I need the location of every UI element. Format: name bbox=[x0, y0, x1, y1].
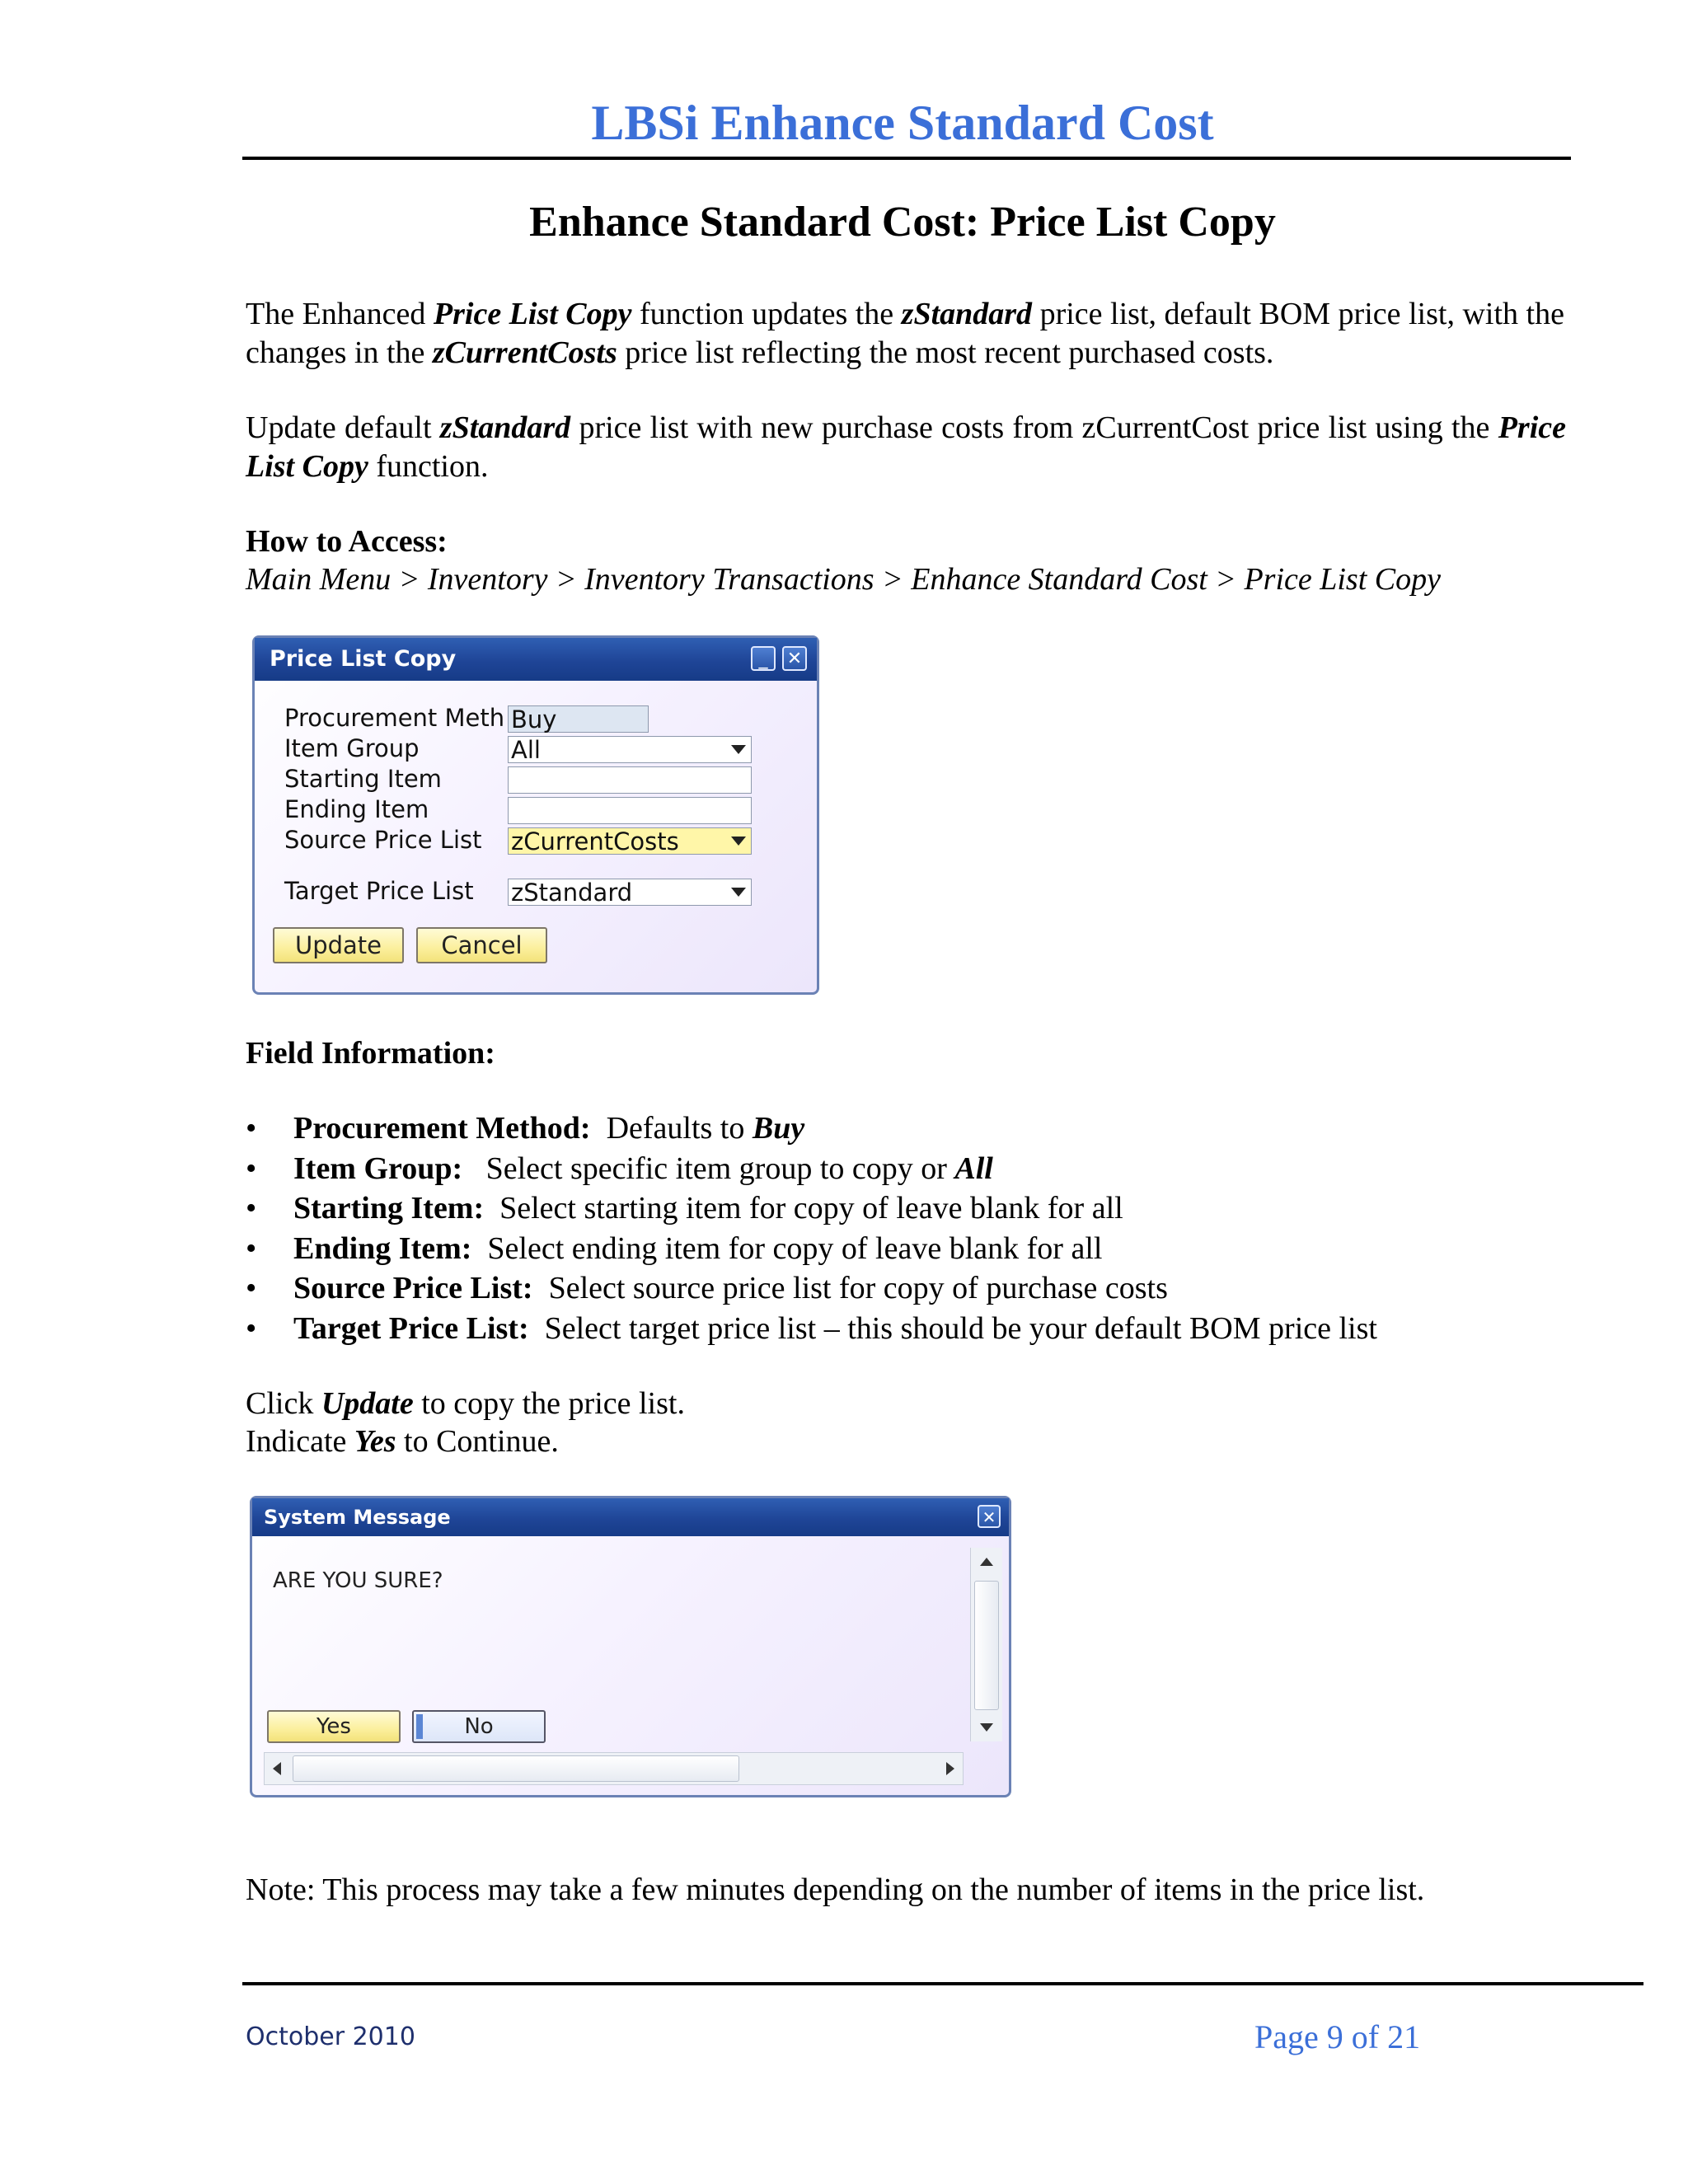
intro-emphasis-3: zCurrentCosts bbox=[432, 335, 617, 370]
bullet: • bbox=[246, 1111, 257, 1146]
close-icon[interactable]: ✕ bbox=[978, 1505, 1001, 1528]
list-item bbox=[246, 1309, 1564, 1349]
indicate-yes-instruction bbox=[246, 1422, 1566, 1461]
update-paragraph bbox=[246, 409, 1566, 486]
close-icon[interactable]: ✕ bbox=[782, 646, 807, 671]
footer-page-number: Page 9 of 21 bbox=[1254, 2018, 1421, 2055]
ending-item-input[interactable] bbox=[508, 797, 752, 824]
indicate-emphasis: Yes bbox=[354, 1424, 396, 1459]
list-item bbox=[246, 1149, 1564, 1189]
field-emphasis: All bbox=[954, 1151, 993, 1186]
field-information-label: Field Information: bbox=[246, 1036, 495, 1071]
bullet: • bbox=[246, 1271, 257, 1305]
field-name: Ending Item: bbox=[293, 1230, 472, 1266]
click-update-instruction bbox=[246, 1385, 1566, 1423]
footer-rule bbox=[242, 1982, 1643, 1985]
price-list-copy-window bbox=[252, 635, 819, 995]
how-to-access-label: How to Access: bbox=[246, 524, 448, 559]
horizontal-scrollbar[interactable] bbox=[264, 1752, 964, 1785]
starting-item-label: Starting Item bbox=[284, 765, 442, 793]
bullet: • bbox=[246, 1191, 257, 1226]
note-text: Note: This process may take a few minutes depending on the number of items in the price list. bbox=[246, 1872, 1425, 1907]
field-name: Starting Item: bbox=[293, 1191, 485, 1226]
target-price-list-label: Target Price List bbox=[284, 877, 474, 905]
starting-item-input[interactable] bbox=[508, 766, 752, 794]
click-text-1: Click bbox=[246, 1386, 321, 1421]
list-item bbox=[246, 1268, 1564, 1309]
page-heading: Enhance Standard Cost: Price List Copy bbox=[529, 199, 1276, 246]
intro-text-1: The Enhanced bbox=[246, 297, 434, 331]
field-description: Select ending item for copy of leave blank for all bbox=[471, 1230, 1103, 1266]
access-path: Main Menu > Inventory > Inventory Transactions > Enhance Standard Cost > Price List Copy bbox=[246, 562, 1441, 597]
bullet: • bbox=[246, 1151, 257, 1186]
no-button[interactable]: No bbox=[412, 1710, 546, 1743]
price-list-copy-title: Price List Copy bbox=[270, 646, 457, 672]
footer-date: October 2010 bbox=[246, 2022, 415, 2051]
scroll-down-icon[interactable] bbox=[980, 1723, 993, 1732]
click-text-2: to copy the price list. bbox=[413, 1386, 685, 1421]
intro-text-4: price list reflecting the most recent purchased costs. bbox=[617, 335, 1274, 370]
scroll-up-icon[interactable] bbox=[980, 1558, 993, 1566]
field-name: Source Price List: bbox=[293, 1271, 533, 1305]
field-description: Defaults to bbox=[590, 1111, 753, 1146]
bullet: • bbox=[246, 1310, 257, 1346]
header-title: LBSi Enhance Standard Cost bbox=[591, 96, 1214, 150]
chevron-down-icon bbox=[731, 888, 746, 897]
target-price-list-dropdown[interactable] bbox=[508, 879, 752, 906]
field-description: Select target price list – this should be your default BOM price list bbox=[528, 1310, 1377, 1346]
scroll-right-icon[interactable] bbox=[946, 1762, 954, 1775]
item-group-value: All bbox=[511, 736, 541, 764]
field-emphasis: Buy bbox=[752, 1111, 805, 1146]
source-price-list-label: Source Price List bbox=[284, 826, 482, 854]
update-text-3: function. bbox=[368, 449, 489, 484]
procurement-method-label: Procurement Meth bbox=[284, 704, 505, 732]
chevron-down-icon bbox=[731, 745, 746, 754]
system-message-text: ARE YOU SURE? bbox=[273, 1568, 443, 1593]
field-description: Select source price list for copy of purchase costs bbox=[532, 1271, 1168, 1305]
update-emphasis-2: Price List Copy bbox=[246, 410, 1566, 484]
field-information-list bbox=[246, 1108, 1564, 1348]
system-message-titlebar bbox=[252, 1498, 1009, 1536]
indicate-text-2: to Continue. bbox=[396, 1424, 559, 1459]
update-text-2: price list with new purchase costs from zCurrentCost price list using the bbox=[570, 410, 1498, 445]
header-rule bbox=[242, 157, 1571, 160]
ending-item-label: Ending Item bbox=[284, 795, 429, 823]
update-emphasis-1: zStandard bbox=[439, 410, 571, 445]
minimize-icon[interactable]: _ bbox=[751, 646, 776, 671]
click-emphasis: Update bbox=[321, 1386, 414, 1421]
source-price-list-dropdown[interactable] bbox=[508, 827, 752, 855]
update-text-1: Update default bbox=[246, 410, 440, 445]
source-price-list-value: zCurrentCosts bbox=[511, 827, 679, 855]
list-item bbox=[246, 1108, 1564, 1149]
field-description: Select specific item group to copy or bbox=[462, 1151, 955, 1186]
intro-text-3: price list, default BOM price list, with the changes in the bbox=[246, 297, 1564, 370]
intro-emphasis-2: zStandard bbox=[901, 297, 1033, 331]
list-item bbox=[246, 1229, 1564, 1269]
update-button[interactable]: Update bbox=[273, 927, 404, 963]
price-list-copy-titlebar bbox=[255, 638, 817, 681]
item-group-label: Item Group bbox=[284, 734, 420, 762]
chevron-down-icon bbox=[731, 837, 746, 846]
procurement-method-field[interactable]: Buy bbox=[508, 705, 649, 733]
scroll-left-icon[interactable] bbox=[273, 1762, 281, 1775]
indicate-text-1: Indicate bbox=[246, 1424, 354, 1459]
intro-paragraph bbox=[246, 295, 1566, 373]
vertical-scrollbar[interactable] bbox=[970, 1548, 1002, 1741]
system-message-window bbox=[250, 1496, 1011, 1797]
scroll-thumb[interactable] bbox=[974, 1581, 999, 1710]
yes-button[interactable]: Yes bbox=[267, 1710, 401, 1743]
field-name: Target Price List: bbox=[293, 1310, 529, 1346]
bullet: • bbox=[246, 1230, 257, 1266]
cancel-button[interactable]: Cancel bbox=[416, 927, 547, 963]
item-group-dropdown[interactable] bbox=[508, 736, 752, 763]
field-name: Procurement Method: bbox=[293, 1111, 591, 1146]
field-name: Item Group: bbox=[293, 1151, 463, 1186]
intro-text-2: function updates the bbox=[631, 297, 902, 331]
target-price-list-value: zStandard bbox=[511, 879, 633, 907]
scroll-thumb[interactable] bbox=[293, 1755, 739, 1782]
field-description: Select starting item for copy of leave blank for all bbox=[484, 1191, 1123, 1226]
list-item bbox=[246, 1188, 1564, 1229]
intro-emphasis-1: Price List Copy bbox=[433, 297, 632, 331]
system-message-title: System Message bbox=[264, 1506, 451, 1529]
